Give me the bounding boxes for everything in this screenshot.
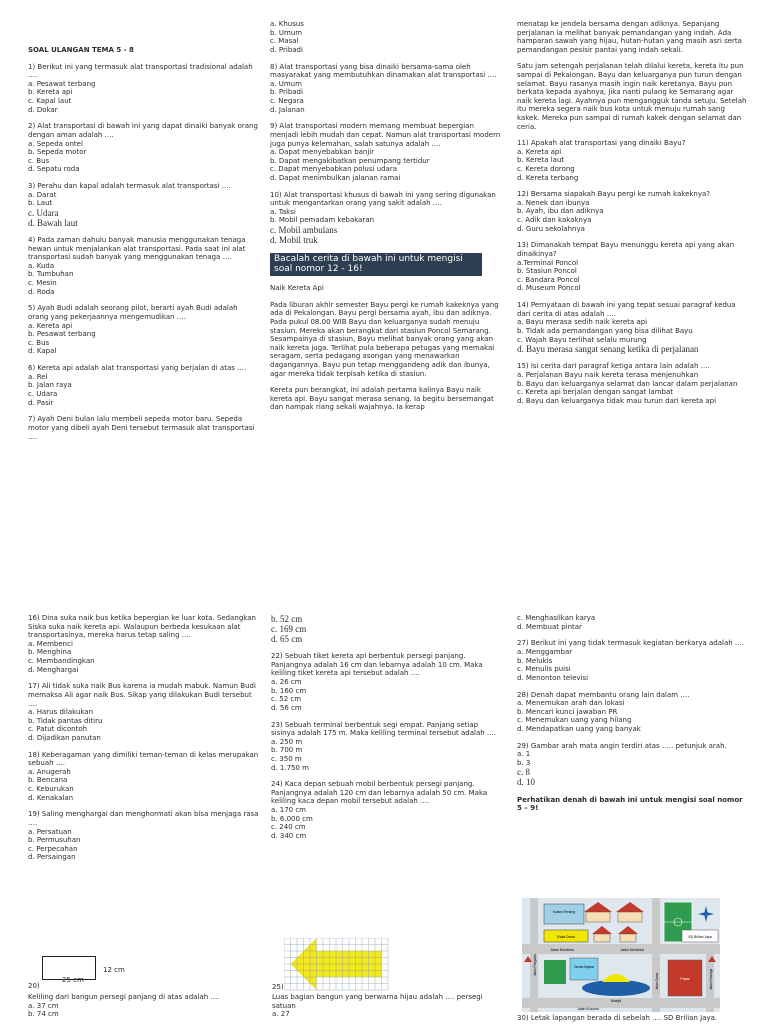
question-20-option-b: b. 74 cm xyxy=(28,1010,59,1019)
column-3-bottom xyxy=(517,614,749,821)
question-20 xyxy=(28,993,260,1019)
question-20-number: 20) xyxy=(28,982,40,990)
label-park: Taman Kajane xyxy=(573,965,595,969)
answer-option: a. 170 cm xyxy=(271,806,306,815)
answer-option: d. Pribadi xyxy=(270,45,303,54)
question-block xyxy=(28,415,260,441)
answer-option: c. Bus xyxy=(28,156,50,165)
question-block xyxy=(270,122,502,182)
question-25-number: 25) xyxy=(272,983,284,991)
question-block xyxy=(517,241,749,293)
answer-option: b. Bayu dan keluarganya selamat dan lancar dalam perjalanan xyxy=(517,379,738,388)
answer-option: b. Tidak ada pemandangan yang bisa dilihat Bayu xyxy=(517,326,693,335)
question-text: 18) Keberagaman yang dimiliki teman-teman di kelas merupakan sebuah …. xyxy=(28,750,259,768)
question-text: 28) Denah dapat membantu orang lain dalam …. xyxy=(517,690,690,699)
question-text: 19) Saling menghargai dan menghormati akan bisa menjaga rasa …. xyxy=(28,810,259,828)
label-road-kusuma: Jalan Kusuma xyxy=(577,1007,599,1011)
answer-option: b. Menghina xyxy=(28,648,72,657)
answer-option: d. Bayu dan keluarganya tidak mau turun dari kereta api xyxy=(517,396,717,405)
answer-option: d. Mobil truk xyxy=(270,235,318,246)
answer-option: d. Guru sekolahnya xyxy=(517,224,585,233)
house-1 xyxy=(586,912,610,922)
label-road-gardu: Jalan Gardu xyxy=(655,972,659,990)
answer-option: c. Udara xyxy=(28,389,58,398)
answer-option: c. Wajah Bayu terlihat selalu murung xyxy=(517,335,647,344)
question-30-text: 30) Letak lapangan berada di sebelah …. SD Brilian Jaya. xyxy=(517,1014,718,1022)
answer-option: a. Persatuan xyxy=(28,827,72,836)
answer-option: c. Kereta api berjalan dengan sangat lambat xyxy=(517,388,673,397)
answer-option: a. Membenci xyxy=(28,639,73,648)
answer-option: a. Menemukan arah dan lokasi xyxy=(517,699,625,708)
grid-arrow-diagram xyxy=(284,938,390,992)
pool-building xyxy=(544,904,584,924)
question-text: 6) Kereta api adalah alat transportasi yang berjalan di atas …. xyxy=(28,364,247,373)
answer-option: b. Dapat mengakibatkan penumpang tertidur xyxy=(270,156,430,165)
answer-option: b. Laut xyxy=(28,199,53,208)
answer-option: a. Kereta api xyxy=(28,321,73,330)
answer-option: c. 240 cm xyxy=(271,823,306,832)
answer-option: c. Negara xyxy=(270,96,304,105)
question-text: 12) Bersama siapakah Bayu pergi ke rumah kakeknya? xyxy=(517,190,711,199)
answer-option: b. Bencana xyxy=(28,776,68,785)
question-text: 4) Pada zaman dahulu banyak manusia menggunakan tenaga hewan untuk menjalankan alat transportasi. Pada saat ini alat transportasi sudah banyak yang menggunakan tenaga …. xyxy=(28,236,246,262)
answer-option: d. Roda xyxy=(28,287,55,296)
answer-option: a. Kereta api xyxy=(517,147,562,156)
answer-option: d. Dokar xyxy=(28,105,58,114)
column-3-top xyxy=(517,20,749,414)
story-paragraph-3: Satu jam setengah perjalanan telah dilalui kereta, kereta itu pun sampai di Pekalongan. Bayu dan keluarganya pun turun dengan selamat. Bayu rasanya masih ingin naik keretanya. Bayu pun berkata kepada ayahnya, jika nanti pulang ke Semarang agar naik kereta lagi. Ayahnya pun mengangguk tanda setuju. Setelah itu mereka segera naik bus kota untuk menuju rumah sang kakek. Mereka pun sampai di rumah kakek dengan selamat dan ceria. xyxy=(517,62,747,131)
answer-option: a.Terminal Poncol xyxy=(517,258,579,267)
question-26-options xyxy=(517,614,749,631)
answer-option: d. Menghargai xyxy=(28,665,79,674)
question-block xyxy=(28,364,260,407)
question-text: 1) Berikut ini yang termasuk alat transportasi tradisional adalah …. xyxy=(28,62,253,80)
answer-option: d. Bayu merasa sangat senang ketika di perjalanan xyxy=(517,344,699,355)
question-block xyxy=(28,682,260,742)
question-block xyxy=(517,362,749,405)
answer-option: c. Kereta dorong xyxy=(517,164,575,173)
park-building xyxy=(570,958,598,980)
question-20-text: Keliling dari bangun persegi panjang di atas adalah …. xyxy=(28,993,220,1001)
grid-lines xyxy=(284,938,388,990)
answer-option: c. Mesin xyxy=(28,279,57,288)
answer-option: c. Bandara Poncol xyxy=(517,275,580,284)
answer-option: d. 10 xyxy=(517,777,535,788)
mosque-dome-base xyxy=(582,980,650,996)
answer-option: d. Dapat menimbulkan jalanan ramai xyxy=(270,173,401,182)
story-paragraph-2: Kereta pun berangkat, ini adalah pertama kalinya Bayu naik kereta api. Bayu sangat merasa senang. Ia begitu bersemangat dan nampak riang sekali wajahnya. Ia kerap xyxy=(270,386,494,412)
map-heading: Perhatikan denah di bawah ini untuk mengisi soal nomor 5 – 9! xyxy=(517,795,743,813)
answer-option: c. Kapal laut xyxy=(28,96,72,105)
answer-option: a. Pesawat terbang xyxy=(28,79,96,88)
village-map-drawing xyxy=(522,898,720,1012)
question-block xyxy=(28,304,260,356)
question-block xyxy=(28,614,260,674)
column-2-top xyxy=(270,20,502,420)
answer-option: a. Perjalanan Bayu naik kereta terasa menjenuhkan xyxy=(517,370,699,379)
answer-option: d. Kereta terbang xyxy=(517,173,579,182)
question-text: 8) Alat transportasi yang bisa dinaiki bersama-sama oleh masyarakat yang membutuhkan dinamakan alat transportasi …. xyxy=(270,62,497,80)
answer-option: b. Stasiun Poncol xyxy=(517,267,577,276)
road-gardu xyxy=(652,898,660,1012)
question-list-3 xyxy=(517,139,749,405)
question-text: 11) Apakah alat transportasi yang dinaiki Bayu? xyxy=(517,139,686,148)
answer-option: d. Kapal xyxy=(28,347,57,356)
question-block xyxy=(517,190,749,233)
question-block xyxy=(517,301,749,354)
answer-option: a. Rel xyxy=(28,372,48,381)
rectangle-length-label: 25 cm xyxy=(62,976,84,984)
house-2 xyxy=(618,912,642,922)
arrow-shape-figure xyxy=(284,938,390,992)
answer-option: b. Kereta laut xyxy=(517,156,565,165)
answer-option: b. 700 m xyxy=(271,746,303,755)
question-list-5 xyxy=(271,652,503,840)
column-2-bottom xyxy=(271,614,503,849)
question-text: 24) Kaca depan sebuah mobil berbentuk persegi panjang. Panjangnya adalah 120 cm dan lebarnya adalah 50 cm. Maka keliling kaca depan mobil tersebut adalah …. xyxy=(271,780,488,806)
column-1-bottom xyxy=(28,614,260,870)
question-block xyxy=(270,191,502,245)
question-list-6 xyxy=(517,639,749,787)
answer-option: c. Menghasilkan karya xyxy=(517,614,596,622)
story-banner: Bacalah cerita di bawah ini untuk mengisi soal nomor 12 - 16! xyxy=(270,253,482,276)
question-text: 5) Ayah Budi adalah seorang pilot, berarti ayah Budi adalah orang yang pekerjaannya mengemudikan …. xyxy=(28,304,238,321)
answer-option: b. 6.000 cm xyxy=(271,814,313,823)
answer-option: a. Khusus xyxy=(270,20,304,28)
answer-option: a. Anugerah xyxy=(28,767,71,776)
question-text: 15) Isi cerita dari paragraf ketiga antara lain adalah …. xyxy=(517,362,710,371)
answer-option: c. Patut dicontoh xyxy=(28,725,88,734)
answer-option: d. Mendapatkan uang yang banyak xyxy=(517,724,641,733)
question-text: 23) Sebuah terminal berbentuk segi empat. Panjang setiap sisinya adalah 175 m. Maka keliling terminal tersebut adalah …. xyxy=(271,720,497,738)
question-block xyxy=(517,742,749,788)
label-road-pengasih: Jalan Pengasih xyxy=(533,954,537,976)
question-25-option-a: a. 27 xyxy=(272,1010,290,1019)
answer-option: b. Tidak pantas ditiru xyxy=(28,716,103,725)
answer-option: c. Adik dan kakaknya xyxy=(517,216,592,225)
answer-option: a. 1 xyxy=(517,750,531,759)
question-text: 3) Perahu dan kapal adalah termasuk alat transportasi …. xyxy=(28,182,231,191)
label-road-kenanga: Jalan Kenanga xyxy=(709,968,713,990)
question-text: 16) Dina suka naik bus ketika bepergian ke luar kota. Sedangkan Siska suka naik kereta api. Walaupun berbeda kesukaan alat transportasinya, mereka harus tetap saling …. xyxy=(28,614,256,640)
story-title: Naik Kereta Api xyxy=(270,284,324,293)
answer-option: d. Menonton televisi xyxy=(517,673,589,682)
answer-option: c. Mobil ambulans xyxy=(270,225,338,236)
question-text: 22) Sebuah tiket kereta api berbentuk persegi panjang. Panjangnya adalah 16 cm dan lebarnya adalah 10 cm. Maka keliling tiket kereta api tersebut adalah …. xyxy=(271,652,483,678)
answer-option: c. Perpecahan xyxy=(28,844,78,853)
label-market: Pasar xyxy=(680,977,690,981)
answer-option: d. Membuat pintar xyxy=(517,622,582,631)
answer-option: b. Mobil pemadam kebakaran xyxy=(270,216,375,225)
question-text: 10) Alat transportasi khusus di bawah ini yang sering digunakan untuk mengantarkan orang yang sakit adalah …. xyxy=(270,190,496,208)
answer-option: b. Melukis xyxy=(517,656,553,665)
rectangle-width-label: 12 cm xyxy=(103,966,125,974)
answer-option: d. Dijadikan panutan xyxy=(28,733,101,742)
document-title: SOAL ULANGAN TEMA 5 - 8 xyxy=(28,46,134,54)
answer-option: c. Membandingkan xyxy=(28,656,95,665)
question-block xyxy=(28,182,260,228)
answer-option: c. Udara xyxy=(28,207,59,218)
question-block xyxy=(28,751,260,803)
question-block xyxy=(28,236,260,296)
question-block xyxy=(271,780,503,840)
answer-option: a. Dapat menyebabkan banjir xyxy=(270,148,375,157)
label-village-hall: Balai Desa xyxy=(557,935,575,939)
answer-option: b. 3 xyxy=(517,758,531,767)
answer-option: d. 56 cm xyxy=(271,703,302,712)
question-block xyxy=(270,63,502,115)
question-block xyxy=(517,139,749,182)
question-list-1 xyxy=(28,63,260,442)
question-block xyxy=(28,810,260,862)
answer-option: d. Bawah laut xyxy=(28,217,78,228)
answer-option: b. Permusuhan xyxy=(28,836,81,845)
answer-option: a. Harus dilakukan xyxy=(28,708,94,717)
question-7-options xyxy=(270,20,502,54)
column-1-top xyxy=(28,46,260,449)
question-list-2 xyxy=(270,63,502,245)
house-3 xyxy=(594,934,610,942)
answer-option: b. Jalan raya xyxy=(28,381,72,390)
question-block xyxy=(271,652,503,712)
answer-option: c. Menemukan uang yang hilang xyxy=(517,716,632,725)
answer-option: c. Bus xyxy=(28,338,50,347)
label-pool: Kolam Renang xyxy=(552,910,576,914)
answer-option: a. Umum xyxy=(270,79,302,88)
house-4 xyxy=(620,934,636,942)
answer-option: b. Pribadi xyxy=(270,88,303,97)
answer-option: b. Ayah, ibu dan adiknya xyxy=(517,207,604,216)
answer-option: c. 169 cm xyxy=(271,624,307,634)
answer-option: b. Mencari kunci jawaban PR xyxy=(517,707,618,716)
question-text: 7) Ayah Deni bulan lalu membeli sepeda motor baru. Sepeda motor yang dibeli ayah Deni tersebut termasuk alat transportasi …. xyxy=(28,415,255,441)
question-20-option-a: a. 37 cm xyxy=(28,1001,59,1010)
question-25 xyxy=(272,993,504,1019)
answer-option: c. 52 cm xyxy=(271,695,302,704)
answer-option: c. Keburukan xyxy=(28,785,74,794)
question-block xyxy=(28,63,260,115)
answer-option: b. Pesawat terbang xyxy=(28,330,96,339)
answer-option: b. Kereta api xyxy=(28,88,73,97)
answer-option: d. Jalanan xyxy=(270,105,305,114)
question-text: 27) Berikut ini yang tidak termasuk kegiatan berkarya adalah …. xyxy=(517,639,745,648)
question-text: 29) Gambar arah mata angin terdiri atas ….. petunjuk arah. xyxy=(517,741,727,750)
answer-option: d. 340 cm xyxy=(271,831,307,840)
answer-option: d. Kenakalan xyxy=(28,793,74,802)
answer-option: a. 250 m xyxy=(271,737,303,746)
answer-option: a. Sepeda ontel xyxy=(28,139,83,148)
question-block xyxy=(28,122,260,174)
question-block xyxy=(271,721,503,773)
question-block xyxy=(517,639,749,682)
answer-option: d. 1.750 m xyxy=(271,763,309,772)
answer-option: c. Masal xyxy=(270,37,299,46)
answer-option: b. Umum xyxy=(270,28,303,37)
answer-option: a. Darat xyxy=(28,190,57,199)
answer-option: b. Sepeda motor xyxy=(28,148,87,157)
village-map xyxy=(522,898,720,1012)
answer-option: b. 160 cm xyxy=(271,686,307,695)
answer-option: d. 65 cm xyxy=(271,634,303,644)
label-road-merdeka-1: Jalan Merdeka xyxy=(550,948,574,952)
answer-option: b. Tumbuhan xyxy=(28,270,74,279)
answer-option: a. 26 cm xyxy=(271,677,302,686)
answer-option: d. Persaingan xyxy=(28,853,76,862)
answer-option: c. Menulis puisi xyxy=(517,665,571,674)
answer-option: d. Museum Poncol xyxy=(517,284,581,293)
answer-option: b. 52 cm xyxy=(271,614,303,624)
answer-option: a. Bayu merasa sedih naik kereta api xyxy=(517,318,648,327)
question-text: 9) Alat transportasi modern memang membuat bepergian menjadi lebih mudah dan cepat. Namun alat transportasi modern juga punya kelemahan, salah satunya adalah …. xyxy=(270,122,501,148)
question-25-text: Luas bagian bangun yang berwarna hijau adalah …. persegi satuan xyxy=(272,993,483,1010)
question-21-options xyxy=(271,614,503,644)
question-text: 14) Pernyataan di bawah ini yang tepat sesuai paragraf kedua dari cerita di atas adalah …. xyxy=(517,301,736,318)
answer-option: c. 350 m xyxy=(271,754,302,763)
question-block xyxy=(517,691,749,734)
question-list-4 xyxy=(28,614,260,862)
answer-option: c. Dapat menyebabkan polusi udara xyxy=(270,165,398,174)
label-road-merdeka-2: Jalan Merdeka xyxy=(620,948,644,952)
answer-option: c. 8 xyxy=(517,767,530,778)
question-text: 2) Alat transportasi di bawah ini yang dapat dinaiki banyak orang dengan aman adalah …. xyxy=(28,122,258,139)
story-paragraph-2-cont: menatap ke jendela bersama dengan adiknya. Sepanjang perjalanan ia melihat banyak pemandangan yang indah. Ada hamparan sawah yang hijau, hutan-hutan yang masih asri serta pemandangan pesisir pantai yang indah sekali. xyxy=(517,20,742,54)
park-tree-block xyxy=(544,960,566,984)
question-text: 17) Ali tidak suka naik Bus karena ia mudah mabuk. Namun Budi memaksa Ali agar naik Bus. Sikap yang dilakukan Budi tersebut …. xyxy=(28,682,256,708)
answer-option: d. Pasir xyxy=(28,398,54,407)
label-school: SD Brilian Jaya xyxy=(688,935,712,939)
question-text: 13) Dimanakah tempat Bayu menunggu kereta api yang akan dinaikinya? xyxy=(517,241,735,259)
label-mosque: Masjid xyxy=(610,999,622,1003)
answer-option: a. Menggambar xyxy=(517,647,573,656)
story-paragraph-1: Pada liburan akhir semester Bayu pergi ke rumah kakeknya yang ada di Pekalongan. Bayu pergi bersama ayah, ibu dan adiknya. Pada pukul 08.00 WIB Bayu dan keluarganya sudah menuju stasiun. Mereka akan berangkat dari stasiun Poncol Semarang. Sesampainya di stasiun, Bayu melihat banyak orang yang akan naik kereta juga. Terlihat pula beberapa petugas yang memakai seragam, serta pedagang asongan yang menawarkan dagangannya. Bayu pun tetap menggandeng adik dan ibunya, agar mereka tidak terpisah ketika di stasiun. xyxy=(270,300,499,378)
answer-option: a. Taksi xyxy=(270,207,296,216)
answer-option: d. Sepatu roda xyxy=(28,165,80,174)
answer-option: a. Kuda xyxy=(28,261,55,270)
answer-option: a. Nenek dan ibunya xyxy=(517,198,590,207)
